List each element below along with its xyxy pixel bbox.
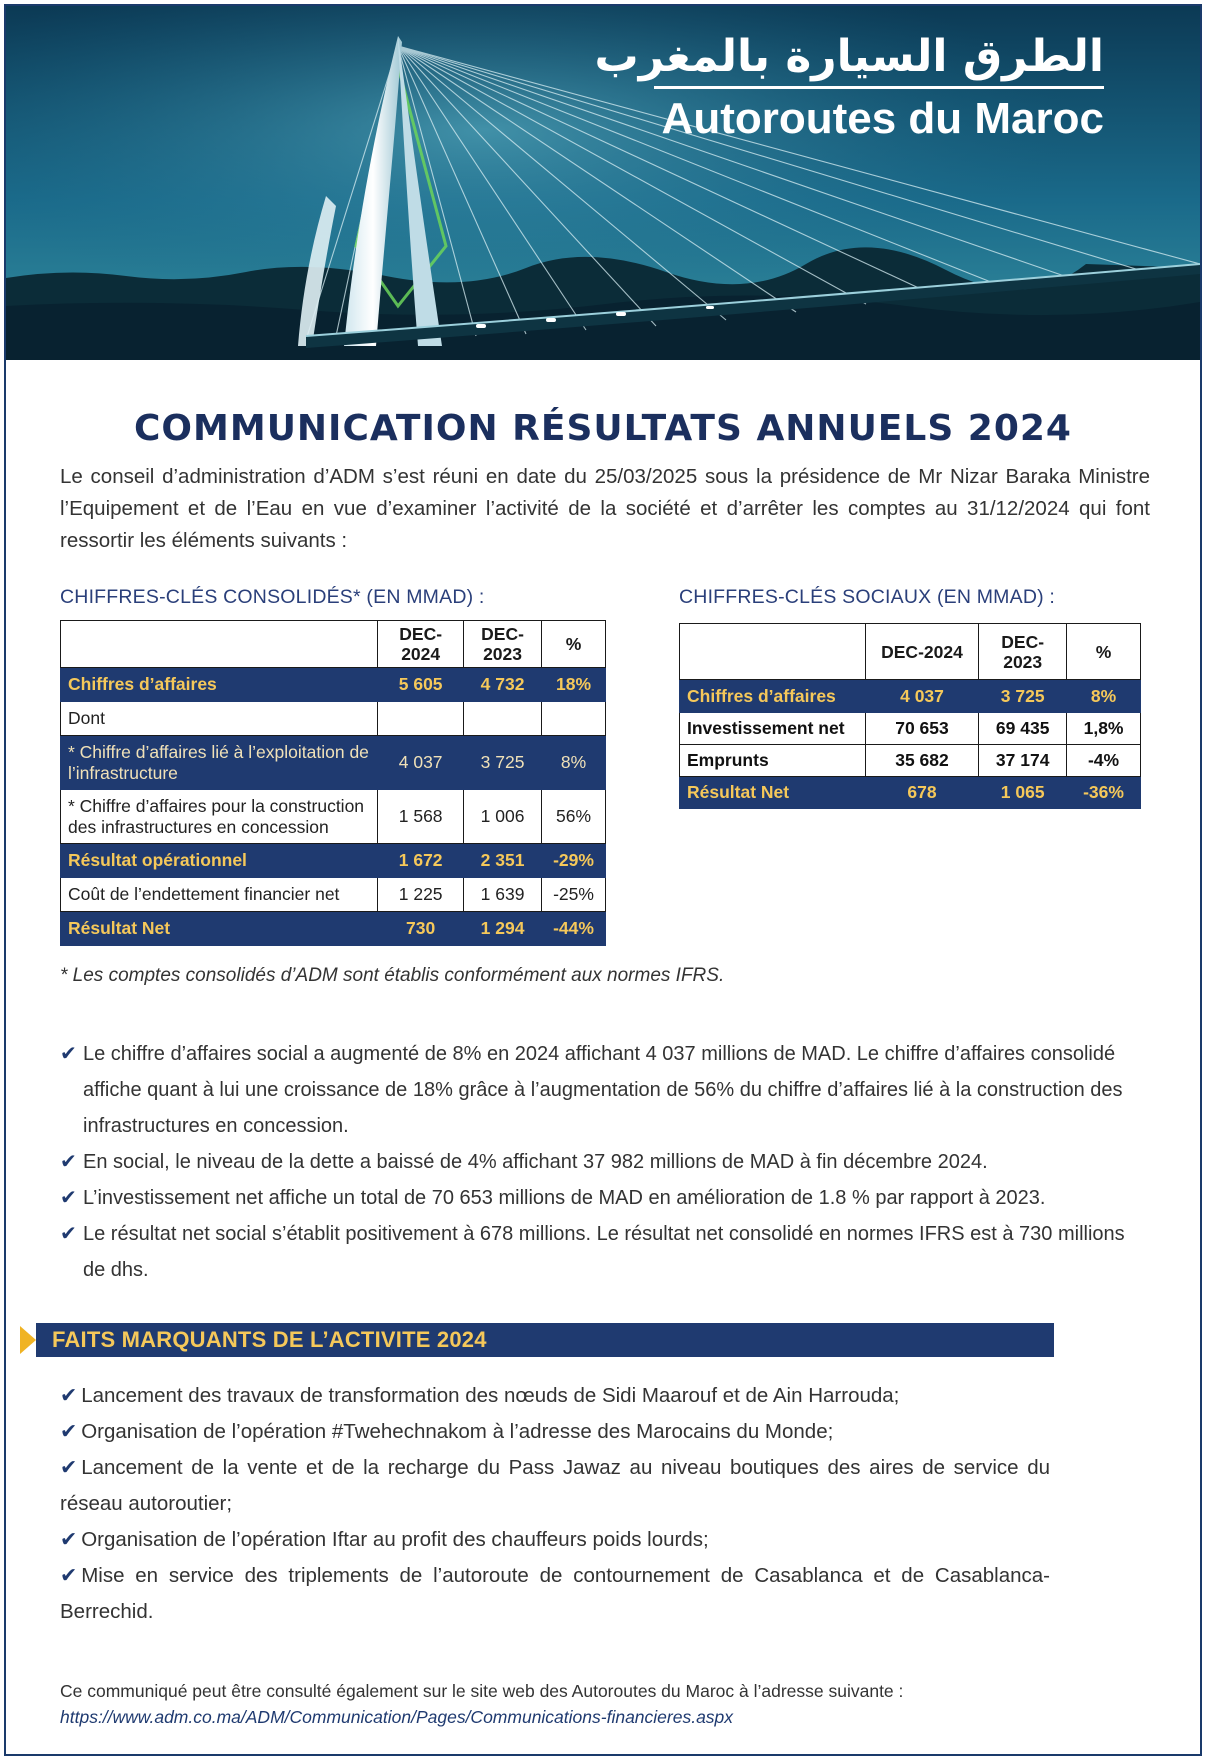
checkmark-icon: ✔ <box>60 1456 78 1479</box>
checkmark-icon: ✔ <box>60 1564 78 1587</box>
value-pct: -44% <box>542 912 606 946</box>
highlights-banner <box>14 1323 1054 1357</box>
checkmark-icon: ✔ <box>60 1384 78 1407</box>
bullet-text: Le chiffre d’affaires social a augmenté de 8% en 2024 affichant 4 037 millions de MAD. Le chiffre d’affaires consolidé affiche quant à lui une croissance de 18% grâce à l’augmentation de 56% du chiffre d’affaires lié à la construction des infrastructures en concession. <box>83 1043 1123 1137</box>
row-label: Résultat opérationnel <box>61 844 378 878</box>
value-pct: -36% <box>1067 777 1141 809</box>
list-item <box>60 1378 1050 1414</box>
value-2024: 1 568 <box>378 790 464 844</box>
list-item <box>60 1180 1140 1216</box>
list-item <box>60 1558 1050 1630</box>
highlight-text: Lancement des travaux de transformation des nœuds de Sidi Maarouf et de Ain Harrouda; <box>81 1384 900 1407</box>
list-item <box>60 1522 1050 1558</box>
value-pct: 8% <box>1067 680 1141 713</box>
header-cell: DEC- 2023 <box>979 624 1067 680</box>
value-2024: 678 <box>865 777 979 809</box>
header-cell: % <box>542 621 606 668</box>
row-label: * Chiffre d’affaires pour la construction des infrastructures en concession <box>61 790 378 844</box>
value-2023: 69 435 <box>979 713 1067 745</box>
checkmark-icon: ✔ <box>60 1151 77 1173</box>
consolidated-section-title: CHIFFRES-CLÉS CONSOLIDÉS* (EN MMAD) : <box>60 586 485 608</box>
value-2023: 1 006 <box>464 790 542 844</box>
row-label: Résultat Net <box>61 912 378 946</box>
value-2023: 2 351 <box>464 844 542 878</box>
checkmark-icon: ✔ <box>60 1528 78 1551</box>
logo-divider <box>654 86 1104 89</box>
highlight-text: Lancement de la vente et de la recharge du Pass Jawaz au niveau boutiques des aires de service du réseau autoroutier; <box>60 1456 1050 1515</box>
value-2023: 3 725 <box>979 680 1067 713</box>
checkmark-icon: ✔ <box>60 1043 77 1065</box>
bullet-text: En social, le niveau de la dette a baissé de 4% affichant 37 982 millions de MAD à fin décembre 2024. <box>83 1151 988 1173</box>
bullet-text: L’investissement net affiche un total de 70 653 millions de MAD en amélioration de 1.8 % par rapport à 2023. <box>83 1187 1046 1209</box>
table-row <box>61 912 606 946</box>
highlight-text: Organisation de l’opération #Twehechnakom à l’adresse des Marocains du Monde; <box>81 1420 834 1443</box>
table-row <box>61 790 606 844</box>
logo-french-text: Autoroutes du Maroc <box>661 94 1104 143</box>
value-2024 <box>378 702 464 736</box>
value-2024: 1 225 <box>378 878 464 912</box>
value-2023: 1 294 <box>464 912 542 946</box>
document-page <box>4 4 1202 1756</box>
page-title: COMMUNICATION RÉSULTATS ANNUELS 2024 <box>134 408 1072 449</box>
table-row <box>61 878 606 912</box>
social-section-title: CHIFFRES-CLÉS SOCIAUX (EN MMAD) : <box>679 586 1056 608</box>
table-row <box>680 713 1141 745</box>
value-2024: 1 672 <box>378 844 464 878</box>
highlights-list <box>60 1378 1050 1630</box>
value-2023 <box>464 702 542 736</box>
hero-banner <box>6 6 1200 360</box>
row-label: Chiffres d’affaires <box>61 668 378 702</box>
row-label: Chiffres d’affaires <box>680 680 866 713</box>
header-cell: DEC- 2023 <box>464 621 542 668</box>
list-item <box>60 1414 1050 1450</box>
table-row <box>61 736 606 790</box>
value-2024: 4 037 <box>865 680 979 713</box>
row-label: * Chiffre d’affaires lié à l’exploitation de l’infrastructure <box>61 736 378 790</box>
value-2023: 37 174 <box>979 745 1067 777</box>
table-row <box>680 777 1141 809</box>
header-cell <box>680 624 866 680</box>
highlights-title: FAITS MARQUANTS DE L’ACTIVITE 2024 <box>52 1327 487 1352</box>
value-pct: -29% <box>542 844 606 878</box>
table-row <box>61 668 606 702</box>
value-pct <box>542 702 606 736</box>
row-label: Coût de l’endettement financier net <box>61 878 378 912</box>
bullet-text: Le résultat net social s’établit positivement à 678 millions. Le résultat net consolidé en normes IFRS est à 730 millions de dhs. <box>83 1223 1125 1281</box>
value-pct: 18% <box>542 668 606 702</box>
footer <box>60 1678 903 1730</box>
value-2024: 4 037 <box>378 736 464 790</box>
header-cell: DEC-2024 <box>865 624 979 680</box>
chevron-right-icon <box>20 1326 36 1354</box>
checkmark-icon: ✔ <box>60 1223 77 1245</box>
results-bullet-list <box>60 1036 1140 1288</box>
value-pct: -4% <box>1067 745 1141 777</box>
header-cell: DEC- 2024 <box>378 621 464 668</box>
value-2024: 70 653 <box>865 713 979 745</box>
header-cell <box>61 621 378 668</box>
value-2023: 1 065 <box>979 777 1067 809</box>
value-2024: 35 682 <box>865 745 979 777</box>
table-row <box>61 702 606 736</box>
ifrs-footnote: * Les comptes consolidés d’ADM sont établis conformément aux normes IFRS. <box>60 965 725 986</box>
value-2023: 4 732 <box>464 668 542 702</box>
footer-link[interactable]: https://www.adm.co.ma/ADM/Communication/Pages/Communications-financieres.aspx <box>60 1707 734 1727</box>
list-item <box>60 1144 1140 1180</box>
value-2023: 1 639 <box>464 878 542 912</box>
value-2024: 5 605 <box>378 668 464 702</box>
value-pct: 8% <box>542 736 606 790</box>
value-pct: -25% <box>542 878 606 912</box>
list-item <box>60 1216 1140 1288</box>
intro-paragraph: Le conseil d’administration d’ADM s’est réuni en date du 25/03/2025 sous la présidence de Mr Nizar Baraka Ministre l’Equipement et de l’Eau en vue d’examiner l’activité de la société et d’arrêter les comptes au 31/12/2024 qui font ressortir les éléments suivants : <box>60 465 1150 552</box>
logo-arabic-text: الطرق السيارة بالمغرب <box>594 31 1104 82</box>
table-row <box>680 745 1141 777</box>
list-item <box>60 1450 1050 1522</box>
table-header-row <box>680 624 1141 680</box>
row-label: Résultat Net <box>680 777 866 809</box>
list-item <box>60 1036 1140 1144</box>
highlight-text: Mise en service des triplements de l’autoroute de contournement de Casablanca et de Casablanca-Berrechid. <box>60 1564 1050 1623</box>
footer-text: Ce communiqué peut être consulté également sur le site web des Autoroutes du Maroc à l’adresse suivante : <box>60 1681 904 1701</box>
value-pct: 1,8% <box>1067 713 1141 745</box>
value-pct: 56% <box>542 790 606 844</box>
consolidated-table <box>60 620 606 946</box>
row-label: Dont <box>61 702 378 736</box>
row-label: Investissement net <box>680 713 866 745</box>
highlight-text: Organisation de l’opération Iftar au profit des chauffeurs poids lourds; <box>81 1528 709 1551</box>
checkmark-icon: ✔ <box>60 1420 78 1443</box>
header-cell: % <box>1067 624 1141 680</box>
table-row <box>61 844 606 878</box>
company-logo <box>595 32 1104 143</box>
table-header-row <box>61 621 606 668</box>
checkmark-icon: ✔ <box>60 1187 77 1209</box>
value-2024: 730 <box>378 912 464 946</box>
social-table <box>679 623 1141 809</box>
value-2023: 3 725 <box>464 736 542 790</box>
row-label: Emprunts <box>680 745 866 777</box>
table-row <box>680 680 1141 713</box>
